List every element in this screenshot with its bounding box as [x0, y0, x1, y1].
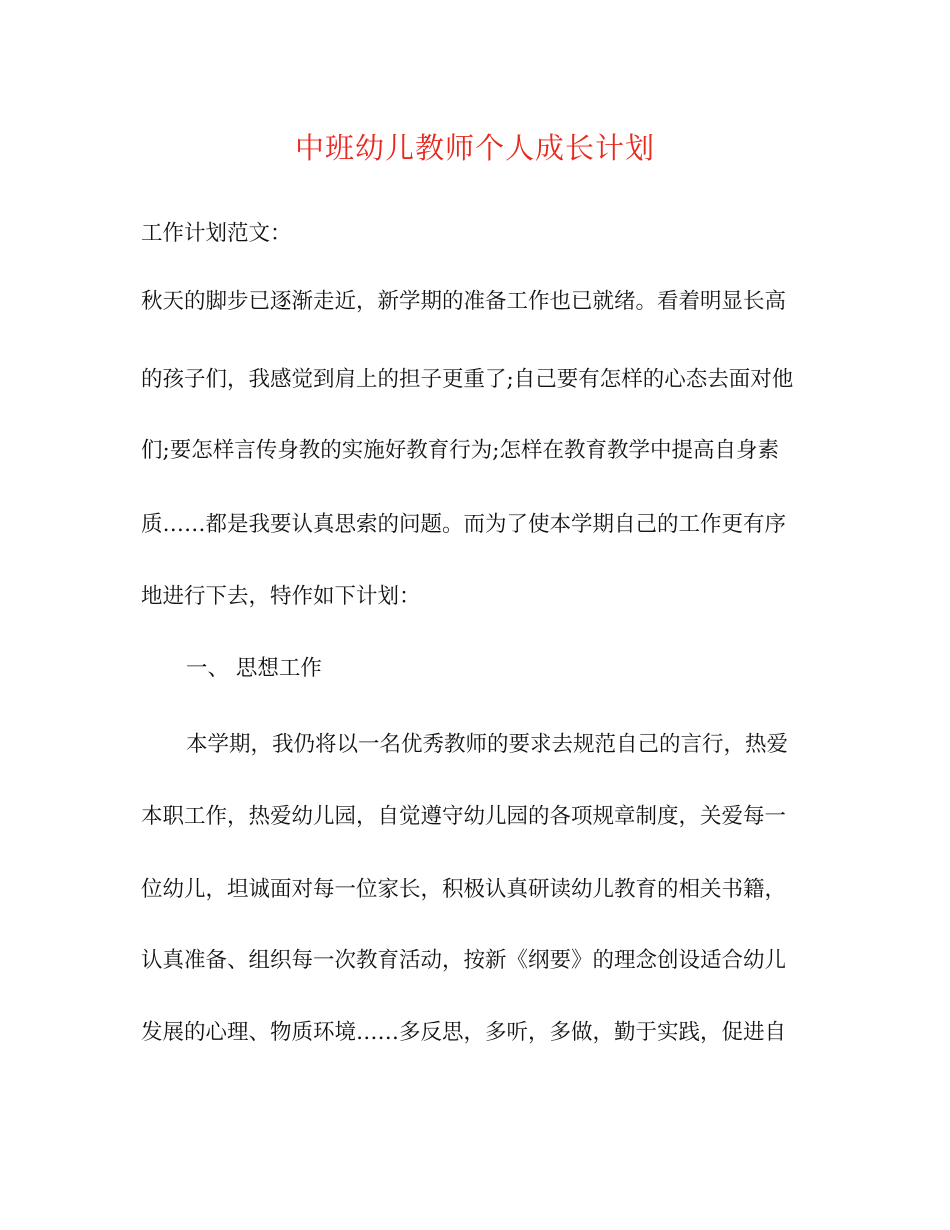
paragraph-line: 质……都是我要认真思索的问题。而为了使本学期自己的工作更有序 — [141, 512, 787, 537]
paragraph-line: 认真准备、组织每一次教育活动，按新《纲要》的理念创设适合幼儿 — [141, 948, 787, 973]
paragraph-line: 位幼儿，坦诚面对每一位家长，积极认真研读幼儿教育的相关书籍， — [141, 877, 787, 902]
intro-label: 工作计划范文： — [141, 221, 292, 246]
document-title: 中班幼儿教师个人成长计划 — [294, 131, 655, 165]
paragraph-line: 本职工作，热爱幼儿园，自觉遵守幼儿园的各项规章制度，关爱每一 — [141, 804, 787, 829]
paragraph-line: 的孩子们，我感觉到肩上的担子更重了;自己要有怎样的心态去面对他 — [141, 367, 794, 392]
section-heading: 一、 思想工作 — [186, 656, 322, 681]
paragraph-line: 地进行下去，特作如下计划： — [141, 584, 421, 609]
paragraph-line: 本学期，我仍将以一名优秀教师的要求去规范自己的言行，热爱 — [186, 732, 789, 757]
paragraph-line: 们;要怎样言传身教的实施好教育行为;怎样在教育教学中提高自身素 — [141, 438, 779, 463]
paragraph-line: 秋天的脚步已逐渐走近，新学期的准备工作也已就绪。看着明显长高 — [141, 289, 787, 314]
paragraph-line: 发展的心理、物质环境……多反思，多听，多做，勤于实践，促进自 — [141, 1020, 787, 1045]
